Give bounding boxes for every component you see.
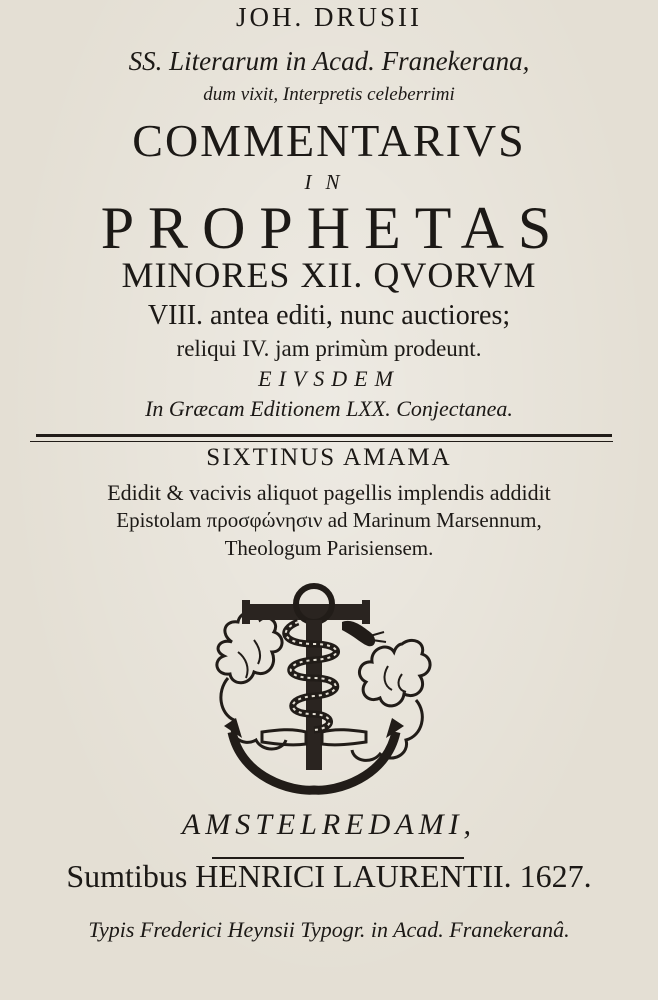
edidit-line: Edidit & vacivis aliquot pagellis implendis addidit [107, 480, 551, 505]
anchor-serpent-clouds-icon [202, 582, 442, 804]
title-reliqui-line: reliqui IV. jam primùm prodeunt. [176, 336, 482, 361]
epistolam-line: Epistolam προσφώνησιν ad Marinum Marsennum, [116, 508, 542, 532]
printer-line: Typis Frederici Heynsii Typogr. in Acad. Franekeranâ. [88, 917, 570, 942]
title-in-word: IN [304, 170, 354, 194]
author-name: JOH. DRUSII [235, 2, 422, 32]
eiusdem-heading: EIVSDEM [258, 366, 400, 391]
theologum-line: Theologum Parisiensem. [224, 536, 434, 560]
main-title: COMMENTARIVS [132, 115, 526, 166]
publisher-line: Sumtibus HENRICI LAURENTII. 1627. [66, 858, 592, 894]
title-viii-line: VIII. antea editi, nunc auctiores; [147, 300, 511, 331]
author-epithet-line: dum vixit, Interpretis celeberrimi [203, 84, 455, 105]
divider-rule-thick [36, 434, 612, 437]
title-minores-line: MINORES XII. QVORVM [121, 255, 537, 295]
conjectanea-line: In Græcam Editionem LXX. Conjectanea. [145, 396, 513, 421]
author-position-line: SS. Literarum in Acad. Franekerana, [128, 46, 530, 76]
imprint-place: AMSTELREDAMI, [181, 808, 477, 841]
divider-rule-thin [30, 441, 613, 442]
title-prophetas: PROPHETAS [100, 195, 566, 261]
editor-name: SIXTINUS AMAMA [206, 444, 452, 471]
